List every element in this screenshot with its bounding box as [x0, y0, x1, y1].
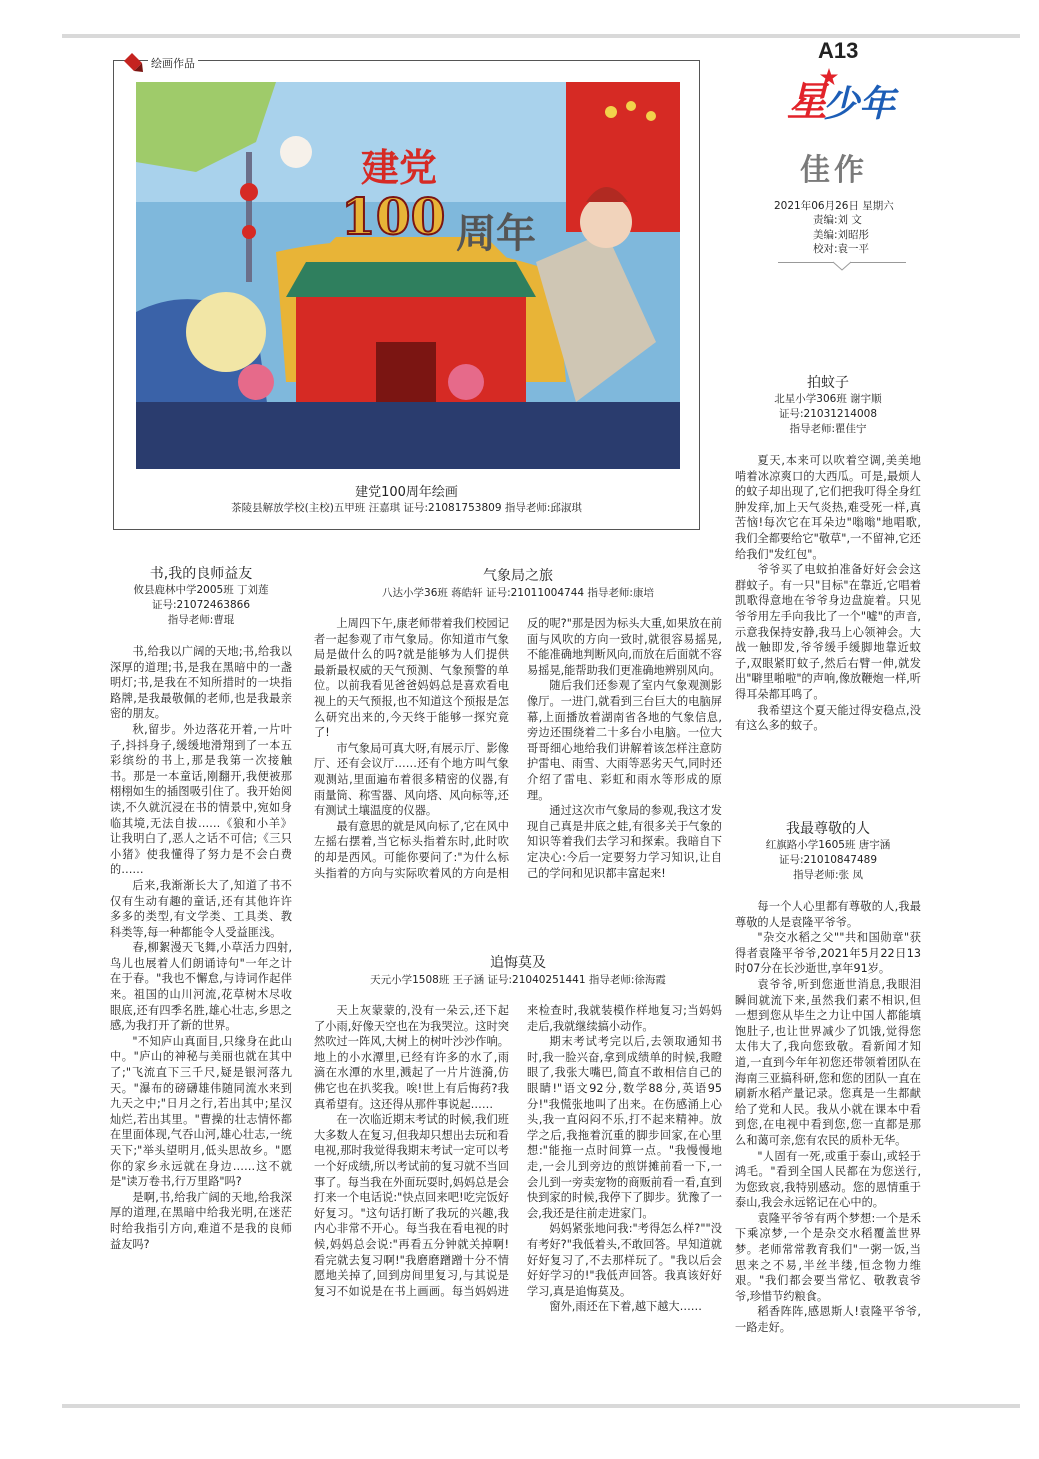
article-teacher: 指导老师:瞿佳宁 — [789, 423, 867, 435]
top-rule — [62, 34, 1020, 38]
article-paragraph: 袁爷爷,听到您逝世消息,我眼泪瞬间就流下来,虽然我们素不相识,但一想到您从毕生之力让中国人都能填饱肚子,也让世界减少了饥饿,觉得您太伟大了,我向您致敬。看新闻才知道,一直到今年年初您还带领着团队在海南三亚搞科研,您和您的团队一直在刷新水稻产量记录。您真是一生都献给了党和人民。我从小就在课本中看到您,在电视中看到您,您一直都是那么和蔼可亲,您有农民的质朴无华。 — [735, 977, 921, 1147]
article-title: 我最尊敬的人 — [786, 821, 870, 837]
regret-title: 追悔莫及 — [490, 955, 546, 971]
article-paragraph: 在一次临近期末考试的时候,我们班大多数人在复习,但我却只想出去玩和看电视,那时我觉得我期末考试一定可以考一个好成绩,所以考试前的复习就不当回事了。每当我在外面玩耍时,妈妈总是会打来一个电话说:"快点回来吧!吃完饭好好复习。"这句话打断了我玩的兴趣,我内心非常不开心。每当我在看电视的时候,妈妈总会说:"再看五分钟就关掉啊!看完就去复习啊!"我磨磨蹭蹭十分不情愿地关掉了,回到房间里复习,与其说是复习不如说是在书上画画。每当妈妈进来检查时,我就装模作样地复习;当妈妈走后,我就继续搞小动作。 — [314, 1004, 722, 1298]
article-paragraph: 通过这次市气象局的参观,我这才发现自己真是井底之蛙,有很多关于气象的知识等着我们去学习和探索。我暗自下定决心:今后一定要努力学习知识,让自己的学问和见识都丰富起来! — [527, 804, 722, 880]
article-title: 书,我的良师益友 — [149, 566, 253, 582]
article-paragraph: 稻香阵阵,感恩斯人!袁隆平爷爷,一路走好。 — [735, 1305, 921, 1335]
article-id: 证号:21072463866 — [151, 599, 251, 611]
article-paragraph: 妈妈紧张地问我:"考得怎么样?""没有考好?"我低着头,不敢回答。早知道就好好复习了,不去那样玩了。"我以后会好好学习的!"我低声回答。我真该好好学习,真是追悔莫及。 — [527, 1222, 722, 1298]
article-paragraph: 书,给我以广阔的天地;书,给我以深厚的道理;书,是我在黑暗中的一盏明灯;书,是我在不知所措时的一块指路牌,是我最敬佩的老师,也是我最亲密的朋友。 — [110, 645, 292, 721]
article-title: 拍蚊子 — [807, 375, 849, 391]
article-paragraph: "不知庐山真面目,只缘身在此山中。"庐山的神秘与美丽也就在其中了;"飞流直下三千尺,疑是银河落九天。"瀑布的磅礴雄伟随同流水来到九天之中;"日月之行,若出其中;星汉灿烂,若出其里。"曹操的壮志情怀都在里面体现,气吞山河,雄心壮志,一统天下;"举头望明月,低头思故乡。"愿你的家乡永远就在身边……这不就是"读万卷书,行万里路"吗? — [110, 1034, 292, 1189]
article-id: 证号:21010847489 — [778, 854, 878, 866]
article-paragraph: 袁隆平爷爷有两个梦想:一个是禾下乘凉梦,一个是杂交水稻覆盖世界梦。老师常常教育我们"一粥一饭,当思来之不易,半丝半缕,恒念物力维艰。"我们都会要当常忆、敬教袁爷爷,珍惜节约粮食。 — [735, 1211, 921, 1303]
article-school: 北星小学306班 谢宇顺 — [774, 393, 882, 405]
article-paragraph: 每一个人心里都有尊敬的人,我最尊敬的人是袁隆平爷爷。 — [735, 900, 921, 929]
article-paragraph: 爷爷买了电蚊拍准备好好会会这群蚊子。有一只"目标"在靠近,它唱着凯歌得意地在爷爷身边盘旋着。只见爷爷用左手向我比了一个"嘘"的声音,示意我保持安静,我马上心领神会。大战一触即发,爷爷缓手缓脚地靠近蚊子,双眼紧盯蚊子,然后右臂一伸,就发出"噼里啪啦"的声响,像放鞭炮一样,听得耳朵都耳鸣了。 — [735, 563, 921, 701]
article-paragraph: "杂交水稻之父""共和国勋章"获得者袁隆平爷爷,2021年5月22日13时07分在长沙逝世,享年91岁。 — [735, 931, 921, 976]
article-paragraph: 期末考试考完以后,去领取通知书时,我一脸兴奋,拿到成绩单的时候,我瞪眼了,我张大嘴巴,简直不敢相信自己的眼睛!"语文92分,数学88分,英语95分!"我慌张地叫了出来。在伤感涌上心头,我一直闷闷不乐,打不起来精神。放学之后,我拖着沉重的脚步回家,在心里想:"能拖一点时间算一点。"我慢慢地走,一会儿到旁边的煎饼摊前看一下,一会儿到一旁卖宠物的商贩前看一看,直到快到家的时候,我停下了脚步。犹豫了一会,我还是往前走进家门。 — [527, 1035, 722, 1220]
artwork-tag: 绘画作品 — [148, 55, 198, 71]
brand-logo-star: 星 — [787, 79, 827, 125]
article-id: 证号:21031214008 — [778, 408, 878, 420]
artwork-text-jiandang: 建党 — [361, 145, 438, 190]
article-paragraph: 窗外,雨还在下着,越下越大…… — [549, 1300, 702, 1314]
article-paragraph: 我希望这个夏天能过得安稳点,没有这么多的蚊子。 — [735, 703, 921, 733]
artwork-credit: 茶陵县解放学校(主校)五甲班 汪嘉琪 证号:21081753809 指导老师:邱淑琪 — [231, 502, 582, 514]
article-school: 红旗路小学1605班 唐宇涵 — [765, 839, 891, 851]
article-book — [110, 563, 292, 1343]
article-teacher: 指导老师:张 凤 — [793, 869, 863, 881]
section-title: 佳作 — [800, 153, 868, 188]
article-mosquito — [735, 372, 921, 733]
staff-editor: 责编:刘 文 — [813, 214, 862, 226]
weather-title: 气象局之旅 — [483, 568, 553, 584]
article-paragraph: 是啊,书,给我广阔的天地,给我深厚的道理,在黑暗中给我光明,在迷茫时给我指引方向,难道不是我的良师益友吗? — [110, 1190, 292, 1251]
weather-meta: 八达小学36班 蒋皓轩 证号:21011004744 指导老师:康培 — [382, 587, 654, 599]
artwork-painting — [136, 82, 680, 469]
bottom-rule — [62, 1404, 1020, 1408]
article-paragraph: 后来,我渐渐长大了,知道了书不仅有生动有趣的童话,还有其他许许多多的类型,有文学类、工具类、教科类等,每一种都能令人受益匪浅。 — [110, 878, 292, 939]
artwork-text-zhounian: 周年 — [456, 210, 536, 257]
staff-designer: 美编:刘昭彤 — [813, 229, 870, 241]
issue-date: 2021年06月26日 星期六 — [774, 200, 894, 212]
brand-logo-text: 少年 — [823, 84, 896, 125]
article-teacher: 指导老师:曹琨 — [167, 614, 235, 626]
article-weather-body — [314, 616, 722, 928]
pencil-icon — [122, 51, 144, 73]
article-paragraph: 春,柳絮漫天飞舞,小草活力四射,鸟儿也展着人们朗诵诗句"一年之计在于春。"我也不懈怠,与诗词作起伴来。祖国的山川河流,花草树木尽收眼底,还有四季名胜,雄心壮志,乡思之感,为我打开了新的世界。 — [110, 941, 292, 1033]
article-school: 攸县鹿林中学2005班 丁刘莲 — [133, 584, 269, 596]
article-paragraph: 秋,留步。外边落花开着,一片叶子,抖抖身子,缓缓地滑翔到了一本五彩缤纷的书上,那是我第一次接触书。那是一本童话,刚翻开,我便被那栩栩如生的插图吸引住了。我开始阅读,不久就沉浸在书的情景中,宛如身临其境,无法自拔……《狼和小羊》让我明白了,恶人之话不可信;《三只小猪》使我懂得了努力是不会白费的…… — [110, 722, 292, 877]
artwork-text-100: 100 — [341, 187, 446, 246]
article-paragraph: 天上灰蒙蒙的,没有一朵云,还下起了小雨,好像天空也在为我哭泣。这时突然吹过一阵风,大树上的树叶沙沙作响。地上的小水潭里,已经有许多的水了,雨滴在水潭的水里,溅起了一片片涟漪,仿佛它也在扒奖我。唉!世上有后悔药?我真希望有。这还得从那件事说起…… — [314, 1004, 509, 1111]
artwork-caption: 建党100周年绘画 — [355, 485, 458, 500]
brand-logo — [787, 70, 907, 126]
article-respect — [735, 818, 921, 1388]
article-regret-body — [314, 1003, 722, 1391]
article-paragraph: 随后我们还参观了室内气象观测影像厅。一进门,就看到三台巨大的电脑屏幕,上面播放着湖南省各地的气象信息,旁边还围绕着二十多台小电脑。一位大哥哥细心地给我们讲解着该怎样注意防护雷电、雨雪、大雨等恶劣天气,同时还介绍了雷电、彩虹和雨水等形成的原理。 — [527, 679, 722, 802]
staff-proofreader: 校对:袁一平 — [813, 243, 870, 255]
article-paragraph: 夏天,本来可以吹着空调,美美地啃着冰凉爽口的大西瓜。可是,最烦人的蚊子却出现了,它们把我叮得全身红肿发痒,加上天气炎热,难受死一样,真苦恼!每次它在耳朵边"嗡嗡"地唱歌,我们全都要给它"敬草",一不留神,它还给我们"发红包"。 — [735, 454, 921, 561]
page-number: A13 — [818, 38, 859, 63]
article-paragraph: 最有意思的就是风向标了,它在风中左摇右摆着,当它标头指着东时,此时吹的却是西风。可能你要问了:"为什么标头指着的方向与实际吹着风的方向是相反的呢?"那是因为标头大重,如果放在前面与风吹的方向一致时,就很容易摇晃,不能准确地判断风向,而放在后面就不容易摇晃,能帮助我们更准确地辨别风向。 — [314, 617, 722, 880]
article-paragraph: 上周四下午,康老师带着我们校园记者一起参观了市气象局。你知道市气象局是做什么的吗?就是能够为人们提供最新最权威的天气预测、气象预警的单位。以前我看见爸爸妈妈总是喜欢看电视上的天气预报,也不知道这个预报是怎么研究出来的,今天终于能够一探究竟了! — [314, 617, 509, 740]
regret-meta: 天元小学1508班 王子涵 证号:21040251441 指导老师:徐海霞 — [370, 974, 666, 986]
article-paragraph: 市气象局可真大呀,有展示厅、影像厅、还有会议厅……还有个地方叫气象观测站,里面遍布着很多精密的仪器,有雨量筒、称雪器、风向塔、风向标等,还有测试土壤温度的仪器。 — [314, 741, 509, 818]
brand-star-icon — [820, 68, 838, 86]
article-paragraph: "人固有一死,或重于泰山,或轻于鸿毛。"看到全国人民都在为您送行,为您致哀,我特别感动。您的恩情重于泰山,我会永远铭记在心中的。 — [735, 1149, 921, 1210]
chevron-down-icon — [833, 262, 851, 271]
